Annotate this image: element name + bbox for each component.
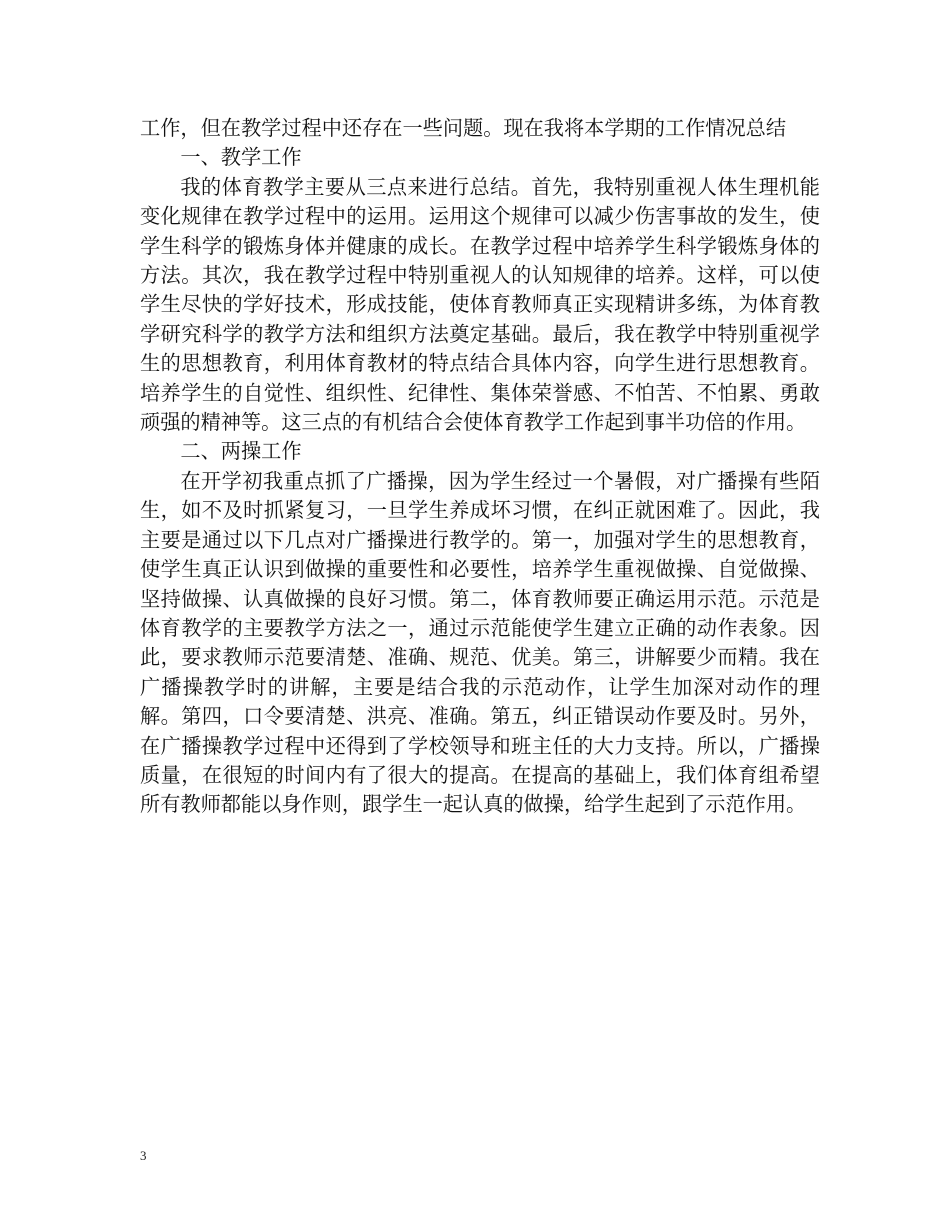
paragraph-teaching: 我的体育教学主要从三点来进行总结。首先，我特别重视人体生理机能变化规律在教学过程中的运用。运用这个规律可以减少伤害事故的发生，使学生科学的锻炼身体并健康的成长。在教学过程中培养学生科学锻炼身体的方法。其次，我在教学过程中特别重视人的认知规律的培养。这样，可以使学生尽快的学好技术，形成技能，使体育教师真正实现精讲多练，为体育教学研究科学的教学方法和组织方法奠定基础。最后，我在教学中特别重视学生的思想教育，利用体育教材的特点结合具体内容，向学生进行思想教育。培养学生的自觉性、组织性、纪律性、集体荣誉感、不怕苦、不怕累、勇敢顽强的精神等。这三点的有机结合会使体育教学工作起到事半功倍的作用。 <box>140 174 820 435</box>
section-heading-teaching: 一、教学工作 <box>180 145 302 170</box>
page-number: 3 <box>140 1148 147 1163</box>
document-body <box>140 114 820 820</box>
section-heading-exercises: 二、两操工作 <box>180 439 302 464</box>
paragraph-continuation: 工作，但在教学过程中还存在一些问题。现在我将本学期的工作情况总结 <box>140 116 787 140</box>
paragraph-exercises: 在开学初我重点抓了广播操，因为学生经过一个暑假，对广播操有些陌生，如不及时抓紧复习，一旦学生养成坏习惯，在纠正就困难了。因此，我主要是通过以下几点对广播操进行教学的。第一，加强对学生的思想教育，使学生真正认识到做操的重要性和必要性，培养学生重视做操、自觉做操、坚持做操、认真做操的良好习惯。第二，体育教师要正确运用示范。示范是体育教学的主要教学方法之一，通过示范能使学生建立正确的动作表象。因此，要求教师示范要清楚、准确、规范、优美。第三，讲解要少而精。我在广播操教学时的讲解，主要是结合我的示范动作，让学生加深对动作的理解。第四，口令要清楚、洪亮、准确。第五，纠正错误动作要及时。另外，在广播操教学过程中还得到了学校领导和班主任的大力支持。所以，广播操质量，在很短的时间内有了很大的提高。在提高的基础上，我们体育组希望所有教师都能以身作则，跟学生一起认真的做操，给学生起到了示范作用。 <box>140 468 820 817</box>
